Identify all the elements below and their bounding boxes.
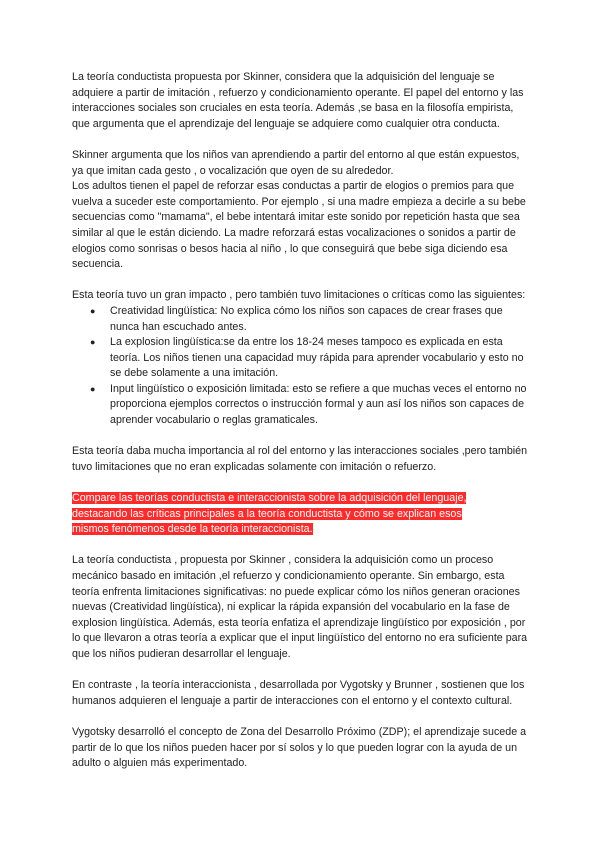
criticas-list [72, 304, 528, 429]
list-item [72, 335, 528, 382]
paragraph-rol-entorno: Esta teoría daba mucha importancia al rol del entorno y las interacciones sociales ,pero también tuvo limitaciones que no eran explicadas solamente con imitación o refuerzo. [72, 445, 528, 473]
blank-line [72, 429, 528, 445]
bullet-icon: ● [90, 383, 96, 394]
list-item-text: La explosion lingüística:se da entre los 18-24 meses tampoco es explicada en esta teoría. Los niños tienen una capacidad muy rápida para aprender vocabulario y esto no se debe solamente a una imitación. [110, 336, 524, 380]
highlighted-question [72, 491, 492, 538]
list-item [72, 382, 528, 429]
list-item-text: Creatividad lingüística: No explica cómo los niños son capaces de crear frases que nunca han escuchado antes. [110, 304, 503, 333]
paragraph-limitaciones-intro: Esta teoría tuvo un gran impacto , pero también tuvo limitaciones o críticas como las siguientes: [72, 289, 526, 302]
paragraph-adultos-refuerzo: Los adultos tienen el papel de reforzar esas conductas a partir de elogios o premios para que vuelva a suceder este comportamiento. Por ejemplo , si una madre empieza a decirle a su bebe secuencias como "mamama", el bebe intentará imitar este sonido por repetición hasta que sea similar al que le están diciendo. La madre reforzará estas vocalizaciones o sonidos a partir de elogios como sonrisas o besos hacia al niño , lo que conseguirá que bebe siga diciendo esa secuencia. [72, 180, 526, 271]
blank-line [72, 273, 528, 289]
bullet-icon: ● [90, 305, 96, 316]
paragraph-skinner-entorno: Skinner argumenta que los niños van aprendiendo a partir del entorno al que están expuestos, ya que imitan cada gesto , o vocalización que oyen de su alrededor. [72, 148, 520, 177]
blank-line [72, 663, 528, 679]
paragraph-conductista-resumen: La teoría conductista , propuesta por Skinner , considera la adquisición como un proceso mecánico basado en imitación ,el refuerzo y condicionamiento operante. Sin embargo, esta teoría enfrenta limitaciones significativas: no puede explicar cómo los niños generan oraciones nuevas (Creatividad lingüística), ni explicar la rápida expansión del vocabulario en la fase de explosion lingüística. Además, esta teoría enfatiza el aprendizaje lingüístico por exposición , por lo que llevaron a otras teoría a explicar que el input lingüístico del entorno no era suficiente para que los niños pudieran desarrollar el lenguaje. [72, 554, 528, 660]
blank-line [72, 132, 528, 148]
paragraph-vygotsky-zdp: Vygotsky desarrolló el concepto de Zona del Desarrollo Próximo (ZDP); el aprendizaje sucede a partir de lo que los niños pueden hacer por sí solos y lo que pueden lograr con la ayuda de un adulto o alguien más experimentado. [72, 725, 527, 770]
paragraph-interaccionista: En contraste , la teoría interaccionista , desarrollada por Vygotsky y Brunner , sostienen que los humanos adquieren el lenguaje a partir de interacciones con el entorno y el contexto cultural. [72, 679, 525, 707]
highlighted-text: Compare las teorías conductista e interaccionista sobre la adquisición del lenguaje, destacando las críticas principales a la teoría conductista y cómo se explican esos mismos fenómenos desde la teoría interaccionista. [72, 492, 467, 536]
list-item-text: Input lingüístico o exposición limitada: esto se refiere a que muchas veces el entorno no proporciona ejemplos correctos o instrucción formal y aun así los niños son capaces de aprender vocabulario o reglas gramaticales. [110, 382, 527, 427]
blank-line [72, 475, 528, 491]
list-item [72, 304, 528, 335]
bullet-icon: ● [90, 337, 96, 348]
blank-line [72, 709, 528, 725]
blank-line [72, 538, 528, 554]
paragraph-conductista-intro: La teoría conductista propuesta por Skinner, considera que la adquisición del lenguaje se adquiere a partir de imitación , refuerzo y condicionamiento operante. El papel del entorno y las interacciones sociales son cruciales en esta teoría. Además ,se basa en la filosofía empirista, que argumenta que el aprendizaje del lenguaje se adquiere como cualquier otra conducta. [72, 71, 524, 130]
document-body [72, 70, 528, 772]
